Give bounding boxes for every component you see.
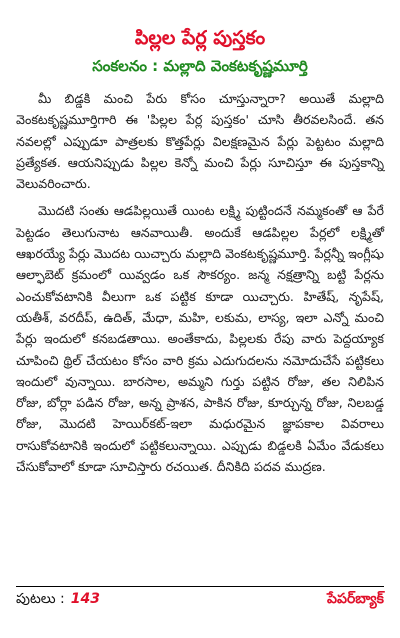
page-count: [16, 591, 100, 610]
book-title: పిల్లల పేర్ల పుస్తకం: [134, 27, 266, 49]
binding-type: పేపర్‌బ్యాక్: [327, 591, 384, 607]
page-count-value: 143: [70, 591, 100, 607]
description-paragraph-1: మీ బిడ్డకి మంచి పేరు కోసం చూస్తున్నారా? అయితే మల్లాది వెంకటకృష్ణమూర్తిగారి ఈ 'పిల్లల పేర్ల పుస్తకం' చూసి తీరవలసిందే. తన నవలల్లో ఎప్పుడూ పాత్రలకు కొత్తపేర్లు విలక్షణమైన పేర్లు పెట్టటం మల్లాది ప్రత్యేకత. ఆయనిప్పుడు పిల్లల కెన్నో మంచి పేర్లు సూచిస్తూ ఈ పుస్తకాన్ని వెలువరించారు.: [16, 91, 384, 192]
book-footer: [16, 586, 384, 610]
description-paragraph-2: మొదటి సంతు ఆడపిల్లయితే యింట లక్ష్మి పుట్టిందనే నమ్మకంతో ఆ పేరే పెట్టడం తెలుగునాట ఆనవాయితీ. అందుకే ఆడపిల్లల పేర్లలో లక్ష్మితో ఆఖరయ్యే పేర్లు మొదట యిచ్చారు మల్లాది వెంకటకృష్ణమూర్తి. పేర్లన్నీ ఇంగ్లీషు ఆల్ఫాబెట్ క్రమంలో యివ్వడం ఒక సౌకర్యం. జన్మ నక్షత్రాన్ని బట్టి పేర్లను ఎంచుకోవటానికి వీలుగా ఒక పట్టిక కూడా యిచ్చారు. హితేష్, నృపేష్, యతీశ్, వరదీప్, ఉదిత్, మేధా, మహి, లకుమ, లాస్య, ఇలా ఎన్నో మంచి పేర్లు ఇందులో కనబడతాయి. అంతేకాదు, పిల్లలకు రేపు వారు పెద్దయ్యాక చూపించి థ్రిల్ చేయటం కోసం వారి క్రమ ఎదుగుదలను నమోదుచేసే పట్టికలు ఇందులో వున్నాయి. బారసాల, అమ్మని గుర్తు పట్టిన రోజు, తల నిలిపిన రోజు, బోర్లా పడిన రోజు, అన్న ప్రాశన, పాకిన రోజు, కూర్చున్న రోజు, నిలబడ్డ రోజు, మొదటి హెయిర్‌కట్-ఇలా మధురమైన జ్ఞాపకాల వివరాలు రాసుకోవటానికి ఇందులో పట్టికలున్నాయి. ఎప్పుడు బిడ్డలకి ఏమేం వేడుకలు చేసుకోవాలో కూడా సూచిస్తారు రచయిత. దీనికిది పదవ ముద్రణ.: [16, 203, 384, 475]
page-count-label: పుటలు :: [16, 591, 65, 607]
compiler-line: సంకలనం : మల్లాది వెంకటకృష్ణమూర్తి: [92, 57, 308, 75]
